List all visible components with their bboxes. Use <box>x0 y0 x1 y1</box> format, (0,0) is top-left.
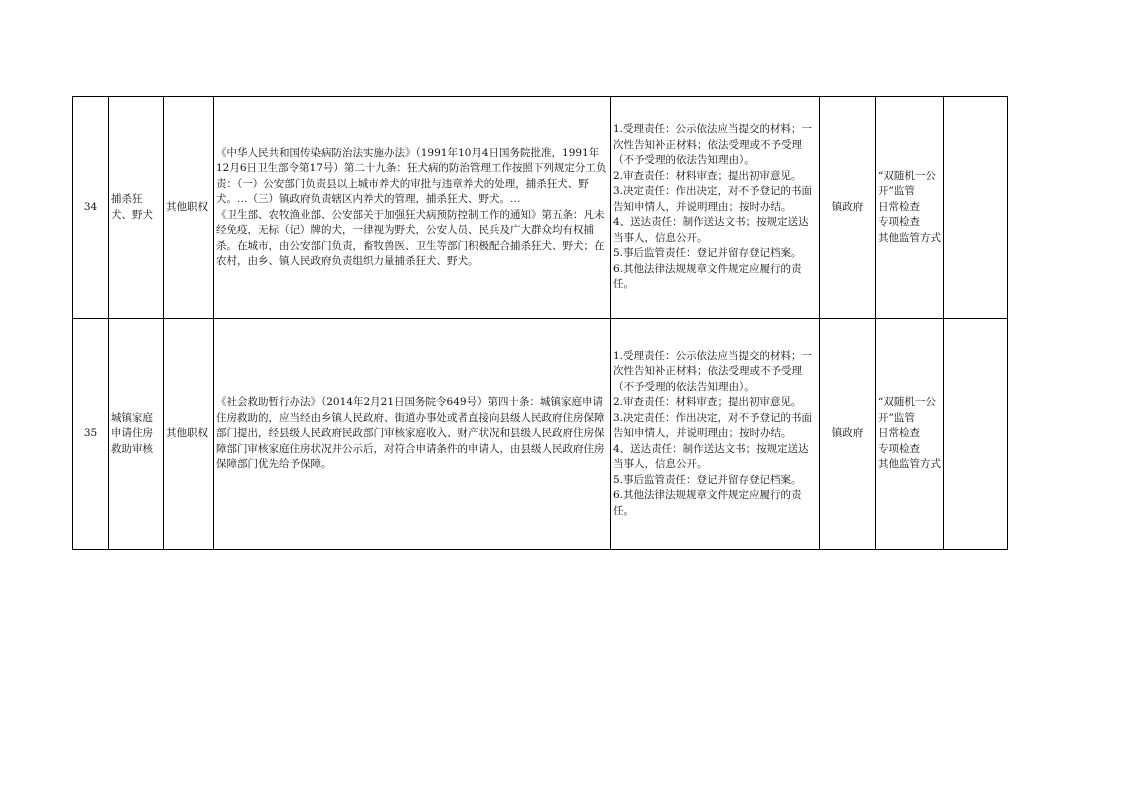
responsibility-item: 1.受理责任：公示依法应当提交的材料；一次性告知补正材料；依法受理或不予受理（不予受理的依法告知理由）。 <box>613 349 813 393</box>
row-number: 34 <box>73 97 109 319</box>
responsibility-item: 5.事后监管责任：登记并留存登记档案。 <box>613 473 802 486</box>
responsibility-item: 2.审查责任：材料审查；提出初审意见。 <box>613 396 802 409</box>
table-row <box>73 97 1008 319</box>
legal-basis <box>214 319 611 550</box>
table-row <box>73 319 1008 550</box>
responsibility-item: 6.其他法律法规规章文件规定应履行的责任。 <box>613 489 802 517</box>
remark-cell <box>944 97 1008 319</box>
row-number: 35 <box>73 319 109 550</box>
supervision-methods: “双随机一公开”监管 日常检查 专项检查 其他监管方式 <box>876 319 944 550</box>
responsibility-list <box>611 319 820 550</box>
power-item-name: 捕杀狂犬、野犬 <box>109 97 164 319</box>
power-item-name: 城镇家庭申请住房救助审核 <box>109 319 164 550</box>
responsibility-item: 2.审查责任：材料审查；提出初审意见。 <box>613 169 802 182</box>
responsible-unit: 镇政府 <box>820 319 876 550</box>
responsibility-item: 5.事后监管责任：登记并留存登记档案。 <box>613 247 802 260</box>
responsible-unit: 镇政府 <box>820 97 876 319</box>
responsibility-list <box>611 97 820 319</box>
responsibility-item: 1.受理责任：公示依法应当提交的材料；一次性告知补正材料；依法受理或不予受理（不予受理的依法告知理由）。 <box>613 123 813 167</box>
responsibility-item: 6.其他法律法规规章文件规定应履行的责任。 <box>613 262 802 291</box>
responsibility-item: 4、送达责任：制作送达文书；按规定送达当事人，信息公开。 <box>613 216 809 244</box>
responsibility-item: 3.决定责任：作出决定，对不予登记的书面告知申情人，并说明理由；按时办结。 <box>613 185 813 213</box>
supervision-methods: “双随机一公开”监管 日常检查 专项检查 其他监管方式 <box>876 97 944 319</box>
legal-basis-text: 《社会救助暂行办法》（2014年2月21日国务院令649号）第四十条：城镇家庭申请住房救助的，应当经由乡镇人民政府、街道办事处或者直接向县级人民政府住房保障部门提出，经县级人民政府民政部门审核家庭收入、财产状况和县级人民政府住房保障部门审核家庭住房状况并公示后，对符合申请条件的申请人，由县级人民政府住房保障部门优先给予保障。 <box>216 396 605 471</box>
power-category: 其他职权 <box>164 97 214 319</box>
powers-table <box>72 96 1008 550</box>
legal-basis-text: 《中华人民共和国传染病防治法实施办法》（1991年10月4日国务院批准，1991年12月6日卫生部令第17号）第二十九条：狂犬病的防治管理工作按照下列规定分工负责：（一）公安部门负责县以上城市养犬的审批与违章养犬的处理，捕杀狂犬、野犬。…（三）镇政府负责辖区内养犬的管理，捕杀狂犬、野犬。… 《卫生部、农牧渔业部、公安部关于加强狂犬病预防控制工作的通知》第五条：凡未经免疫，无标（记）牌的犬，一律视为野犬，公安人员、民兵及广大群众均有权捕杀。在城市，由公安部门负责，畜牧兽医、卫生等部门积极配合捕杀狂犬、野犬；在农村，由乡、镇人民政府负责组织力量捕杀狂犬、野犬。 <box>216 146 607 267</box>
legal-basis <box>214 97 611 319</box>
responsibility-item: 3.决定责任：作出决定，对不予登记的书面告知申情人，并说明理由；按时办结。 <box>613 411 813 440</box>
power-category: 其他职权 <box>164 319 214 550</box>
responsibility-item: 4、送达责任：制作送达文书；按规定送达当事人，信息公开。 <box>613 442 809 471</box>
remark-cell <box>944 319 1008 550</box>
